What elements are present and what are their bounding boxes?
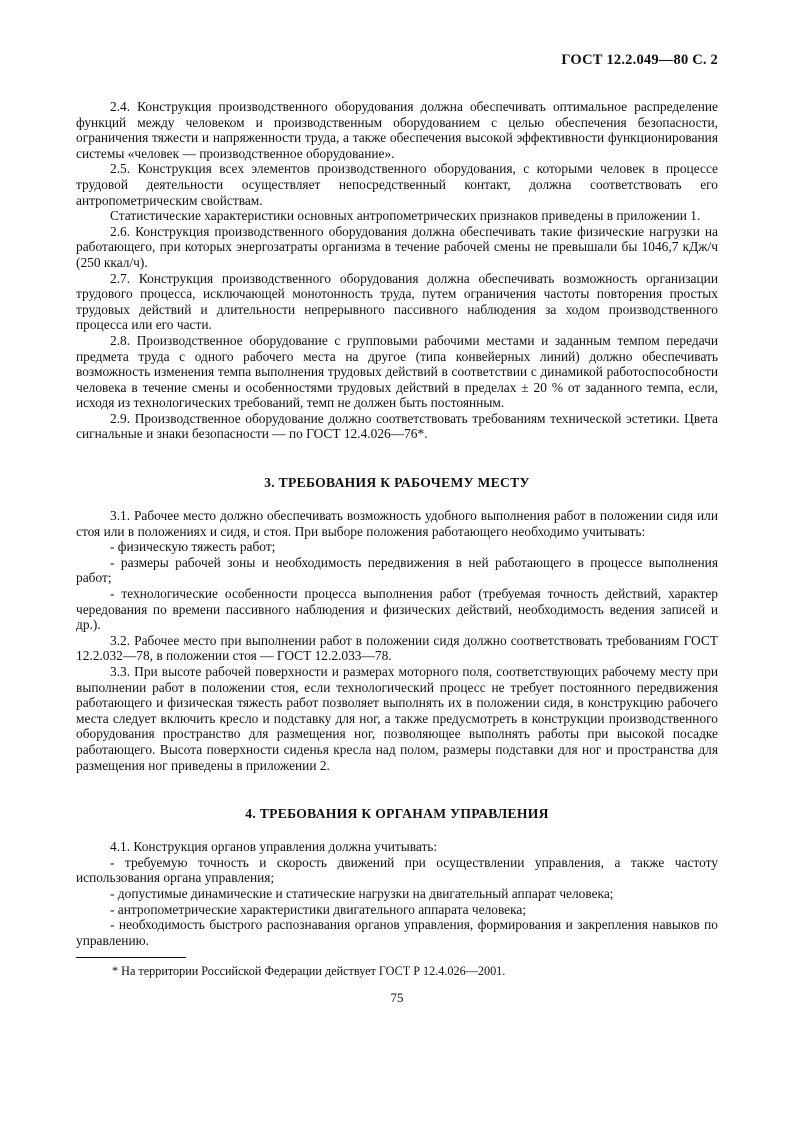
paragraph-2-5: 2.5. Конструкция всех элементов производственного оборудования, с которыми человек в процессе трудовой деятельности осуществляет непосредственный контакт, должна соответствовать его антропометрическим свойствам. [76,161,718,208]
paragraph-2-9: 2.9. Производственное оборудование должно соответствовать требованиям технической эстетики. Цвета сигнальные и знаки безопасности — по ГОСТ 12.4.026—76*. [76,410,718,442]
list-item: - технологические особенности процесса выполнения работ (требуемая точность действий, характер чередования по времени пассивного наблюдения и физических действий, необходимость ведения записей и др.). [76,586,718,633]
paragraph-3-1: 3.1. Рабочее место должно обеспечивать возможность удобного выполнения работ в положении сидя или стоя или в положениях и сидя, и стоя. При выборе положения работающего необходимо учитывать: [76,508,718,539]
document-page [76,52,718,1006]
page-number: 75 [390,990,404,1006]
footnote: * На территории Российской Федерации действует ГОСТ Р 12.4.026—2001. [112,964,506,979]
paragraph-2-5-note: Статистические характеристики основных антропометрических признаков приведены в приложении 1. [110,208,701,224]
section-4-title: 4. ТРЕБОВАНИЯ К ОРГАНАМ УПРАВЛЕНИЯ [245,806,549,822]
paragraph-2-7: 2.7. Конструкция производственного оборудования должна обеспечивать возможность организации трудового процесса, исключающей монотонность труда, путем ограничения частоты повторения простых трудовых действий и длительности непрерывного пассивного наблюдения за ходом производственного процесса или его части. [76,270,718,333]
list-item: - требуемую точность и скорость движений при осуществлении управления, а также частоту использования органа управления; [76,854,718,886]
paragraph-3-2: 3.2. Рабочее место при выполнении работ в положении сидя должно соответствовать требованиям ГОСТ 12.2.032—78, в положении стоя — ГОСТ 12.2.033—78. [76,632,718,664]
list-item: - допустимые динамические и статические нагрузки на двигательный аппарат человека; [110,885,614,901]
paragraph-2-4: 2.4. Конструкция производственного оборудования должна обеспечивать оптимальное распределение функций между человеком и производственным оборудованием с целью обеспечения безопасности, ограничения тяжести и напряженности труда, а также обеспечения высокой эффективности функционирования системы «человек — производственное оборудование». [76,99,718,161]
footnote-divider [76,957,186,958]
document-header: ГОСТ 12.2.049—80 С. 2 [561,52,718,68]
list-item: - размеры рабочей зоны и необходимость передвижения в ней работающего в процессе выполнения работ; [76,554,718,586]
section-2-continuation [76,99,718,442]
list-item: - необходимость быстрого распознавания органов управления, формирования и закрепления навыков по управлению. [76,917,718,948]
paragraph-3-3: 3.3. При высоте рабочей поверхности и размерах моторного поля, соответствующих рабочему месту при выполнении работ в положении стоя, если технологический процесс не требует постоянного передвижения работающего и физическая тяжесть работ позволяет выполнять их в положении сидя, в конструкцию рабочего места следует включить кресло и подставку для ног, а также предусмотреть в конструкции производственного оборудования пространство для размещения ног, позволяющее выполнять работы при высокой посадке работающего. Высота поверхности сиденья кресла над полом, размеры подставки для ног и пространства для размещения ног приведены в приложении 2. [76,664,718,773]
paragraph-4-1: 4.1. Конструкция органов управления должна учитывать: [110,839,438,855]
paragraph-2-8: 2.8. Производственное оборудование с групповыми рабочими местами и заданным темпом передачи предмета труда с одного рабочего места на другое (типа конвейерных линий) должно обеспечивать возможность изменения темпа выполнения трудовых действий в соответствии с динамикой работоспособности человека в течение смены и особенностями трудовых действий в пределах ± 20 % от заданного темпа, если, исходя из технологических требований, темп не должен быть постоянным. [76,332,718,411]
section-3 [76,508,718,773]
section-4 [76,839,718,948]
list-item: - антропометрические характеристики двигательного аппарата человека; [110,901,527,917]
section-3-title: 3. ТРЕБОВАНИЯ К РАБОЧЕМУ МЕСТУ [264,475,530,491]
list-item: - физическую тяжесть работ; [110,539,276,555]
paragraph-2-6: 2.6. Конструкция производственного оборудования должна обеспечивать такие физические нагрузки на работающего, при которых энергозатраты организма в течение рабочей смены не превышали бы 1046,7 кДж/ч (250 ккал/ч). [76,223,718,270]
